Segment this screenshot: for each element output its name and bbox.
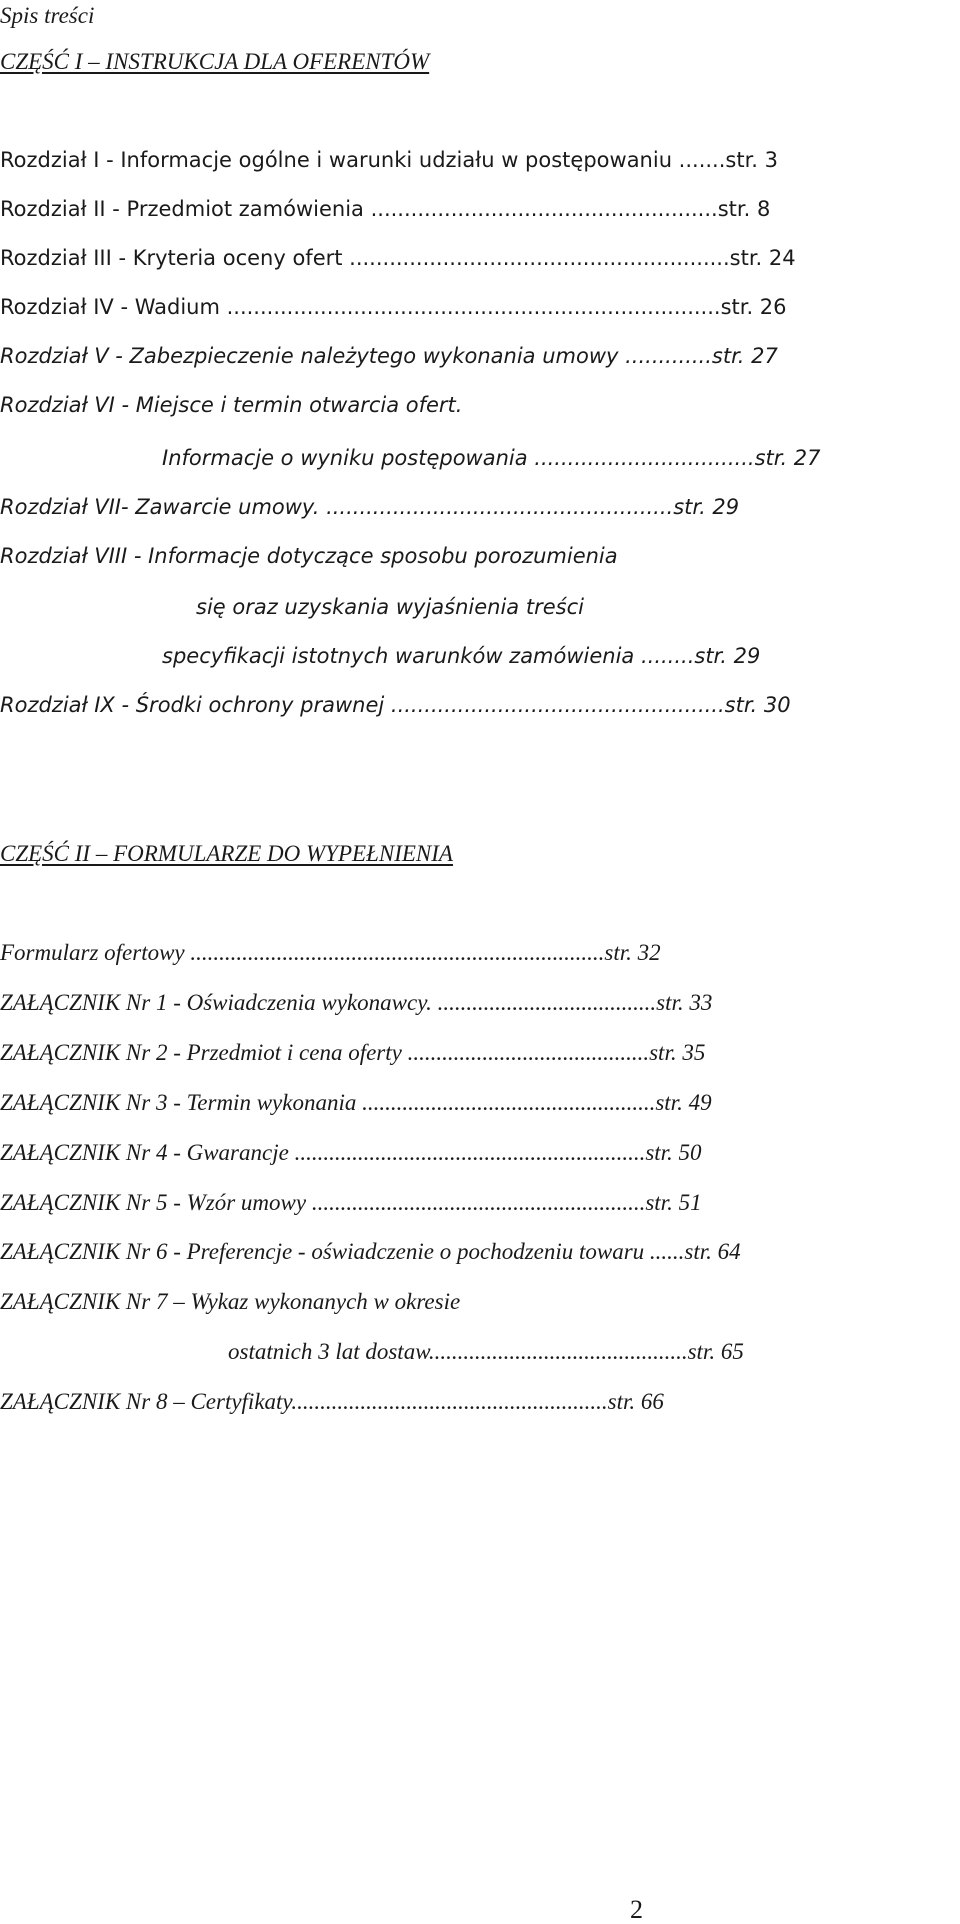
toc-title: Spis treści xyxy=(0,3,95,28)
toc-entry-zalacznik-3: ZAŁĄCZNIK Nr 3 - Termin wykonania ...................................................str. 49 xyxy=(0,1090,712,1115)
toc-entry-rozdzial-4: Rozdział IV - Wadium ..........................................................................str. 26 xyxy=(0,295,787,319)
toc-entry-rozdzial-7: Rozdział VII- Zawarcie umowy. ....................................................str. 29 xyxy=(0,495,740,519)
toc-entry-rozdzial-6: Rozdział VI - Miejsce i termin otwarcia ofert. xyxy=(0,393,463,417)
toc-entry-rozdzial-5: Rozdział V - Zabezpieczenie należytego wykonania umowy .............str. 27 xyxy=(0,344,778,368)
toc-entry-rozdzial-8-cont-2: specyfikacji istotnych warunków zamówienia ........str. 29 xyxy=(162,644,761,668)
page-number: 2 xyxy=(630,1895,643,1924)
toc-entry-rozdzial-8: Rozdział VIII - Informacje dotyczące sposobu porozumienia xyxy=(0,544,618,568)
toc-entry-zalacznik-6: ZAŁĄCZNIK Nr 6 - Preferencje - oświadczenie o pochodzeniu towaru ......str. 64 xyxy=(0,1239,741,1264)
toc-entry-zalacznik-5: ZAŁĄCZNIK Nr 5 - Wzór umowy ..........................................................str. 51 xyxy=(0,1190,702,1215)
toc-entry-zalacznik-8: ZAŁĄCZNIK Nr 8 – Certyfikaty.......................................................str. 66 xyxy=(0,1389,664,1414)
part1-heading: CZĘŚĆ I – INSTRUKCJA DLA OFERENTÓW xyxy=(0,49,430,74)
toc-entry-zalacznik-2: ZAŁĄCZNIK Nr 2 - Przedmiot i cena oferty ..........................................str. 35 xyxy=(0,1040,706,1065)
toc-entry-rozdzial-9: Rozdział IX - Środki ochrony prawnej ..................................................str. 30 xyxy=(0,693,791,717)
toc-entry-zalacznik-7: ZAŁĄCZNIK Nr 7 – Wykaz wykonanych w okresie xyxy=(0,1289,461,1314)
toc-entry-rozdzial-8-cont-1: się oraz uzyskania wyjaśnienia treści xyxy=(196,595,584,619)
toc-entry-rozdzial-2: Rozdział II - Przedmiot zamówienia ....................................................str. 8 xyxy=(0,197,771,221)
toc-entry-rozdzial-3: Rozdział III - Kryteria oceny ofert .........................................................str. 24 xyxy=(0,246,796,270)
toc-entry-zalacznik-7-cont: ostatnich 3 lat dostaw.............................................str. 65 xyxy=(228,1339,744,1364)
toc-entry-zalacznik-4: ZAŁĄCZNIK Nr 4 - Gwarancje .............................................................str. 50 xyxy=(0,1140,702,1165)
toc-entry-formularz-ofertowy: Formularz ofertowy ........................................................................str. 32 xyxy=(0,940,661,965)
toc-entry-zalacznik-1: ZAŁĄCZNIK Nr 1 - Oświadczenia wykonawcy. ......................................str. 33 xyxy=(0,990,713,1015)
part2-heading: CZĘŚĆ II – FORMULARZE DO WYPEŁNIENIA xyxy=(0,841,453,866)
toc-entry-rozdzial-6-cont: Informacje o wyniku postępowania .................................str. 27 xyxy=(162,446,821,470)
toc-entry-rozdzial-1: Rozdział I - Informacje ogólne i warunki udziału w postępowaniu .......str. 3 xyxy=(0,148,779,172)
